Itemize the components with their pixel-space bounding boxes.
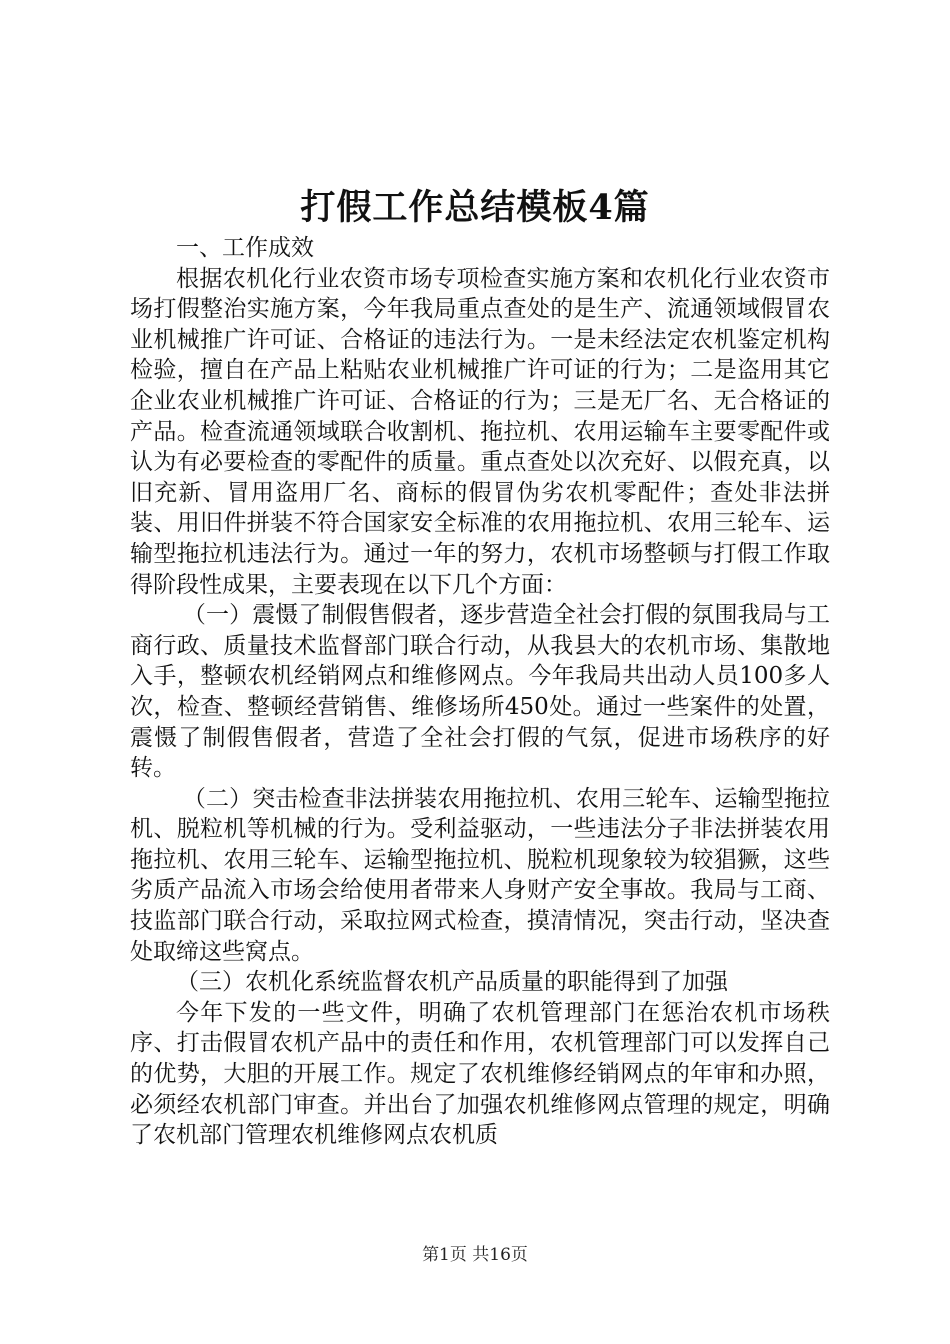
paragraph-item-2: （二）突击检查非法拼装农用拖拉机、农用三轮车、运输型拖拉机、脱粒机等机械的行为。受利益驱动，一些违法分子非法拼装农用拖拉机、农用三轮车、运输型拖拉机、脱粒机现象较为较猖獗，这些劣质产品流入市场会给使用者带来人身财产安全事故。我局与工商、技监部门联合行动，采取拉网式检查，摸清情况，突击行动，坚决查处取缔这些窝点。 — [130, 785, 830, 965]
document-title: 打假工作总结模板4篇 — [300, 187, 650, 228]
paragraph-item-1: （一）震慑了制假售假者，逐步营造全社会打假的氛围我局与工商行政、质量技术监督部门联合行动，从我县大的农机市场、集散地入手，整顿农机经销网点和维修网点。今年我局共出动人员100多人次，检查、整顿经营销售、维修场所450处。通过一些案件的处置，震慑了制假售假者，营造了全社会打假的气氛，促进市场秩序的好转。 — [130, 602, 830, 782]
paragraph-item-3-body: 今年下发的一些文件，明确了农机管理部门在惩治农机市场秩序、打击假冒农机产品中的责任和作用，农机管理部门可以发挥自己的优势，大胆的开展工作。规定了农机维修经销网点的年审和办照，必须经农机部门审查。并出台了加强农机维修网点管理的规定，明确了农机部门管理农机维修网点农机质 — [130, 999, 830, 1149]
page-footer: 第1页 共16页 — [422, 1245, 528, 1265]
paragraph-intro: 根据农机化行业农资市场专项检查实施方案和农机化行业农资市场打假整治实施方案，今年我局重点查处的是生产、流通领域假冒农业机械推广许可证、合格证的违法行为。一是未经法定农机鉴定机构检验，擅自在产品上粘贴农业机械推广许可证的行为；二是盗用其它企业农业机械推广许可证、合格证的行为；三是无厂名、无合格证的产品。检查流通领域联合收割机、拖拉机、农用运输车主要零配件或认为有必要检查的零配件的质量。重点查处以次充好、以假充真，以旧充新、冒用盗用厂名、商标的假冒伪劣农机零配件；查处非法拼装、用旧件拼装不符合国家安全标准的农用拖拉机、农用三轮车、运输型拖拉机违法行为。通过一年的努力，农机市场整顿与打假工作取得阶段性成果，主要表现在以下几个方面： — [130, 265, 830, 598]
paragraph-item-3-heading: （三）农机化系统监督农机产品质量的职能得到了加强 — [176, 969, 728, 996]
document-body — [130, 233, 830, 1151]
section-heading: 一、工作成效 — [176, 235, 314, 261]
